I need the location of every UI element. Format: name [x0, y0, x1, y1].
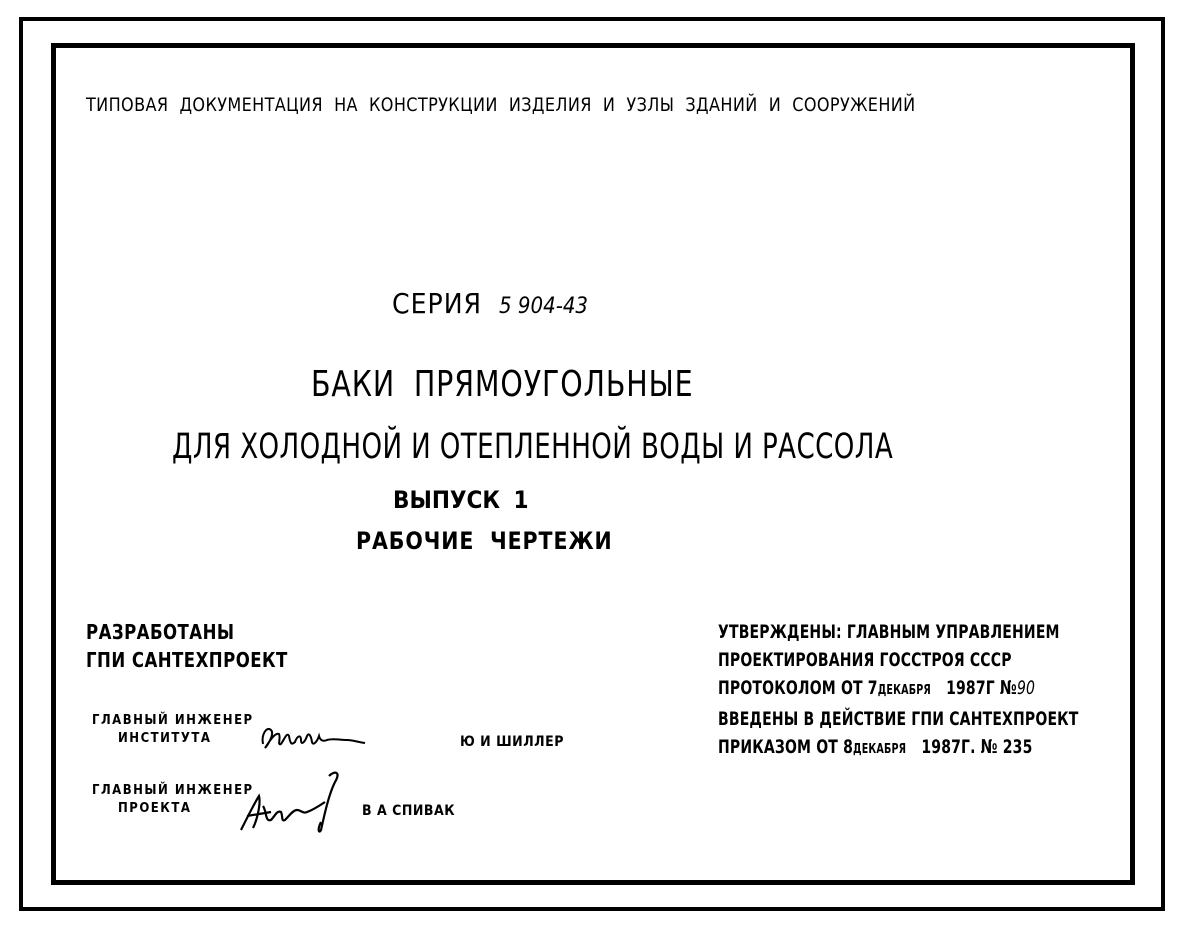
approval-block [718, 618, 1079, 764]
order-day: 8 [843, 736, 853, 758]
protocol-number: 90 [1016, 677, 1036, 699]
protocol-number-label: № [999, 677, 1017, 699]
developed-label: РАЗРАБОТАНЫ [86, 620, 235, 644]
protocol-year: 1987Г [946, 677, 995, 699]
order-number: № 235 [980, 736, 1033, 758]
title-line-2: ДЛЯ ХОЛОДНОЙ И ОТЕПЛЕННОЙ ВОДЫ И РАССОЛА [172, 427, 894, 467]
document-header: ТИПОВАЯ ДОКУМЕНТАЦИЯ НА КОНСТРУКЦИИ ИЗДЕЛИЯ И УЗЛЫ ЗДАНИЙ И СООРУЖЕНИЙ [86, 94, 916, 116]
series-label: СЕРИЯ [392, 287, 483, 320]
developed-by-block [86, 618, 288, 674]
developer-organization: ГПИ САНТЕХПРОЕКТ [86, 648, 288, 672]
role-line-1: ГЛАВНЫЙ ИНЖЕНЕР [92, 713, 254, 728]
chief-engineer-institute-role [92, 712, 254, 748]
signature-chief-institute [257, 718, 462, 762]
approval-line-2: ПРОЕКТИРОВАНИЯ ГОССТРОЯ СССР [718, 649, 1012, 671]
series-line [392, 287, 589, 320]
approval-line-1: УТВЕРЖДЕНЫ: ГЛАВНЫМ УПРАВЛЕНИЕМ [718, 621, 1060, 643]
chief-project-name: В А СПИВАК [362, 803, 456, 819]
document-subtitle: РАБОЧИЕ ЧЕРТЕЖИ [356, 527, 613, 555]
approval-line-5 [718, 733, 1079, 764]
role-line-1: ГЛАВНЫЙ ИНЖЕНЕР [92, 783, 254, 798]
approval-line-3 [718, 674, 1079, 705]
order-month: ДЕКАБРЯ [852, 742, 907, 757]
role-line-2: ИНСТИТУТА [118, 731, 212, 746]
signature-chief-project [237, 766, 357, 842]
protocol-month: ДЕКАБРЯ [877, 683, 931, 698]
role-line-2: ПРОЕКТА [118, 801, 192, 816]
order-prefix: ПРИКАЗОМ ОТ [718, 736, 839, 758]
issue-number: ВЫПУСК 1 [393, 486, 529, 514]
chief-institute-name: Ю И ШИЛЛЕР [460, 734, 564, 750]
protocol-prefix: ПРОТОКОЛОМ ОТ [718, 677, 863, 699]
chief-engineer-project-role [92, 782, 254, 818]
series-number: 5 904-43 [499, 294, 589, 319]
title-line-1: БАКИ ПРЯМОУГОЛЬНЫЕ [311, 364, 694, 405]
protocol-day: 7 [867, 677, 878, 699]
order-year: 1987Г. [921, 736, 976, 758]
approval-line-4: ВВЕДЕНЫ В ДЕЙСТВИЕ ГПИ САНТЕХПРОЕКТ [718, 708, 1079, 730]
